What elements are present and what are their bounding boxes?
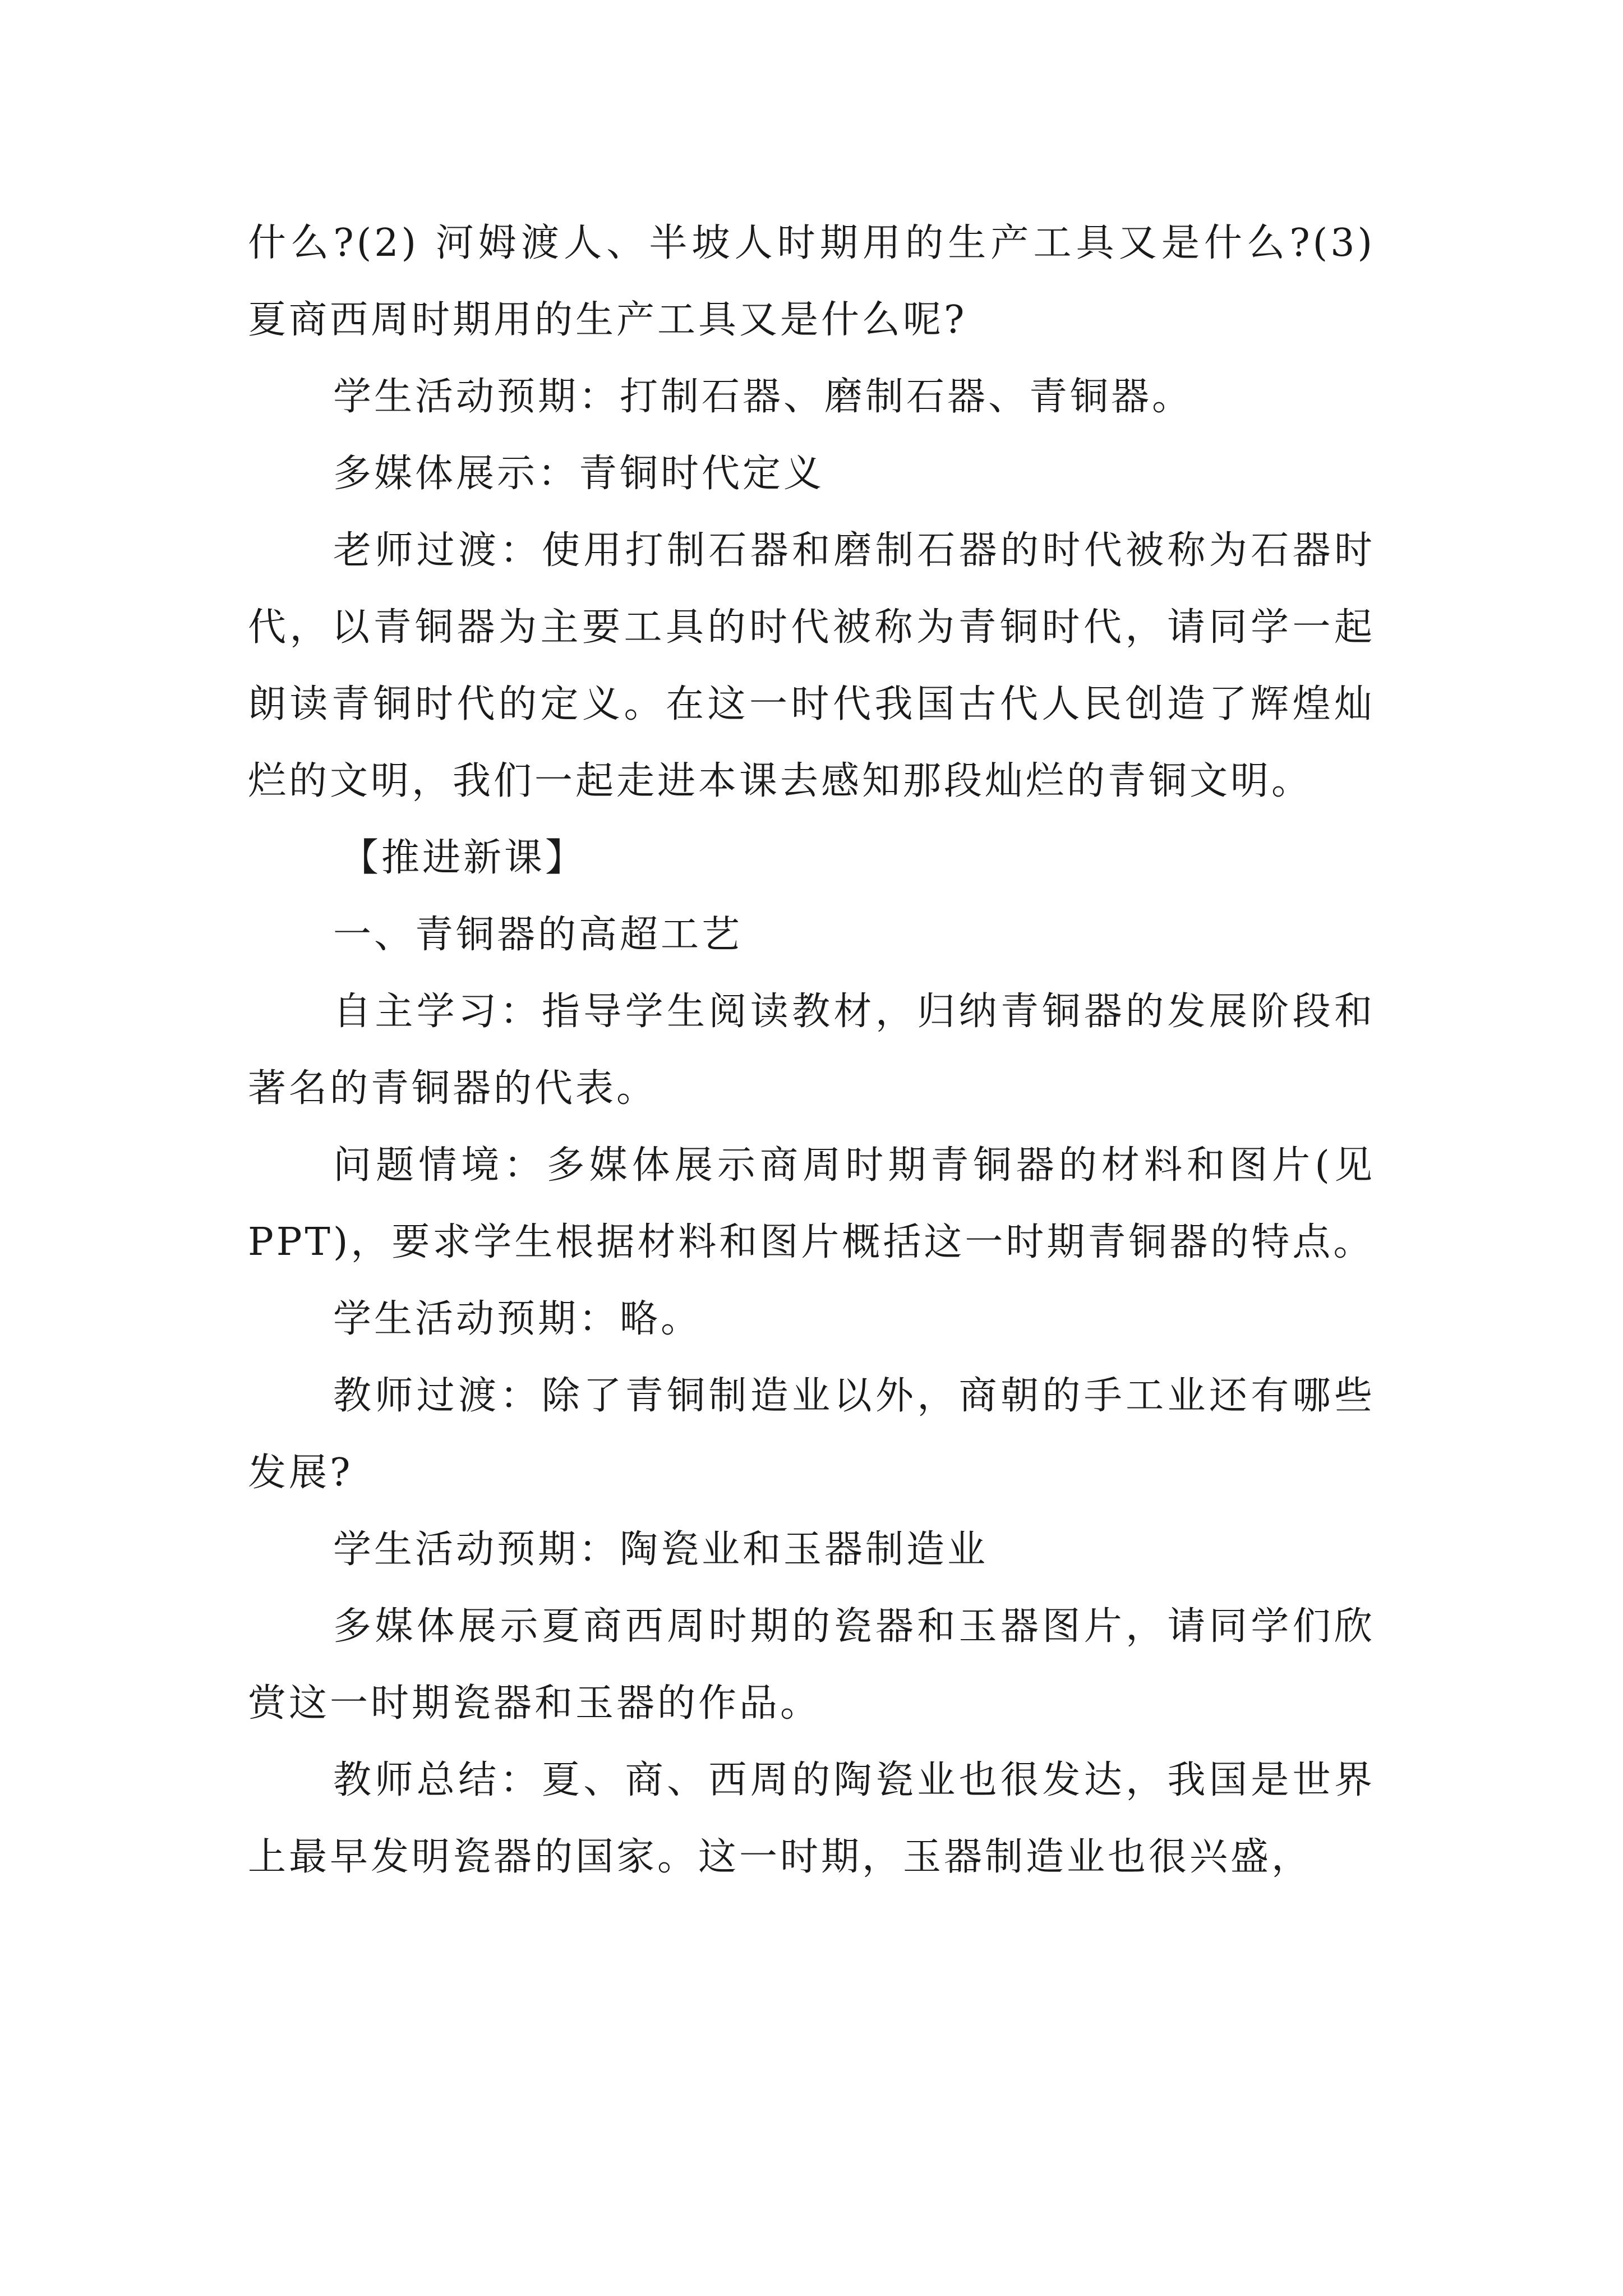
paragraph-multimedia-definition: 多媒体展示：青铜时代定义 <box>333 452 825 496</box>
paragraph-teacher-transition-handicraft: 教师过渡：除了青铜制造业以外，商朝的手工业还有哪些发展? <box>248 1374 1375 1495</box>
paragraph-teacher-summary: 教师总结：夏、商、西周的陶瓷业也很发达，我国是世界上最早发明瓷器的国家。这一时期，玉器制造业也很兴盛， <box>248 1758 1375 1879</box>
subsection-heading-bronze-craft: 一、青铜器的高超工艺 <box>333 913 743 957</box>
paragraph-student-expectation-tools: 学生活动预期：打制石器、磨制石器、青铜器。 <box>333 375 1193 419</box>
paragraph-student-expectation-brief: 学生活动预期：略。 <box>333 1297 702 1341</box>
paragraph-multimedia-ceramics-jade: 多媒体展示夏商西周时期的瓷器和玉器图片，请同学们欣赏这一时期瓷器和玉器的作品。 <box>248 1604 1375 1726</box>
paragraph-problem-context: 问题情境：多媒体展示商周时期青铜器的材料和图片(见 PPT)，要求学生根据材料和图片概括这一时期青铜器的特点。 <box>248 1143 1375 1264</box>
document-body <box>248 205 1375 1895</box>
section-heading-new-lesson: 【推进新课】 <box>340 836 587 880</box>
paragraph-teacher-transition: 老师过渡：使用打制石器和磨制石器的时代被称为石器时代，以青铜器为主要工具的时代被称为青铜时代，请同学一起朗读青铜时代的定义。在这一时代我国古代人民创造了辉煌灿烂的文明，我们一起走进本课去感知那段灿烂的青铜文明。 <box>248 528 1375 803</box>
paragraph-continuation: 什么?(2) 河姆渡人、半坡人时期用的生产工具又是什么?(3)夏商西周时期用的生产工具又是什么呢? <box>248 221 1375 342</box>
paragraph-student-expectation-ceramics: 学生活动预期：陶瓷业和玉器制造业 <box>333 1527 989 1572</box>
paragraph-self-study: 自主学习：指导学生阅读教材，归纳青铜器的发展阶段和著名的青铜器的代表。 <box>248 990 1375 1111</box>
